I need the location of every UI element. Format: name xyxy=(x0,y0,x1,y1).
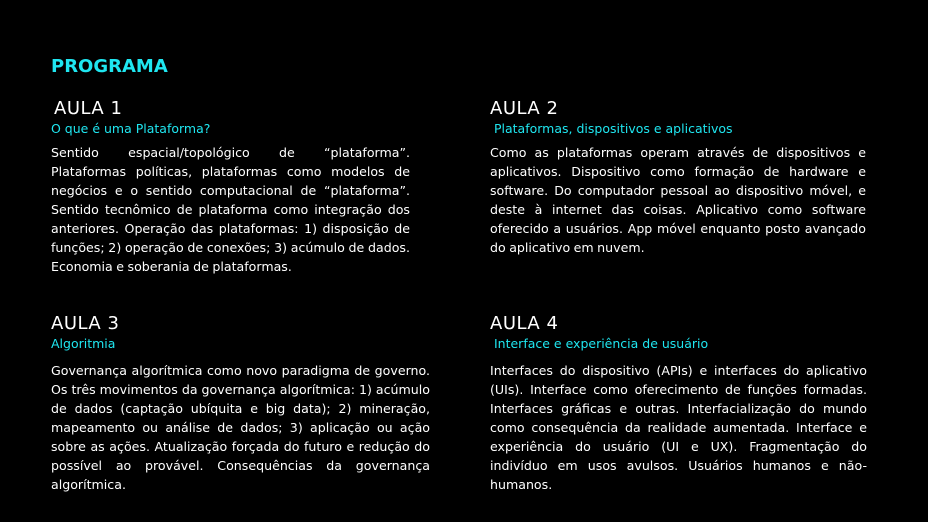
lesson-3-body: Governança algorítmica como novo paradigma de governo. Os três movimentos da governança algorítmica: 1) acúmulo de dados (captação ubíquita e big data); 2) mineração, mapeamento ou análise de dados; 3) aplicação ou ação sobre as ações. Atualização forçada do futuro e redução do possível ao provável. Consequências da governança algorítmica. xyxy=(51,363,430,492)
lesson-1-heading: AULA 1 xyxy=(54,98,123,119)
lesson-4-heading: AULA 4 xyxy=(490,313,559,334)
lesson-1 xyxy=(51,99,410,276)
lesson-3 xyxy=(51,314,430,494)
lesson-2-heading: AULA 2 xyxy=(490,98,559,119)
lesson-2 xyxy=(490,99,866,257)
lesson-4 xyxy=(490,314,867,494)
lesson-4-body: Interfaces do dispositivo (APIs) e interfaces do aplicativo (UIs). Interface como oferecimento de funções formadas. Interfaces gráficas e outras. Interfacialização do mundo como consequência da realidade aumentada. Interface e experiência do usuário (UI e UX). Fragmentação do indivíduo em usos avulsos. Usuários humanos e não-humanos. xyxy=(490,363,867,492)
lesson-2-body: Como as plataformas operam através de dispositivos e aplicativos. Dispositivo como formação de hardware e software. Do computador pessoal ao dispositivo móvel, e deste à internet das coisas. Aplicativo como software oferecido a usuários. App móvel enquanto posto avançado do aplicativo em nuvem. xyxy=(490,145,866,255)
lesson-1-body: Sentido espacial/topológico de “plataforma”. Plataformas políticas, plataformas como modelos de negócios e o sentido computacional de “plataforma”. Sentido tecnômico de plataforma como integração dos anteriores. Operação das plataformas: 1) disposição de funções; 2) operação de conexões; 3) acúmulo de dados. Economia e soberania de plataformas. xyxy=(51,145,410,274)
lesson-2-subtitle: Plataformas, dispositivos e aplicativos xyxy=(490,121,733,136)
lesson-1-subtitle: O que é uma Plataforma? xyxy=(51,121,211,136)
lesson-4-subtitle: Interface e experiência de usuário xyxy=(490,336,709,351)
lesson-3-subtitle: Algoritmia xyxy=(51,336,116,351)
page-title: PROGRAMA xyxy=(51,56,168,77)
lesson-3-heading: AULA 3 xyxy=(51,313,120,334)
